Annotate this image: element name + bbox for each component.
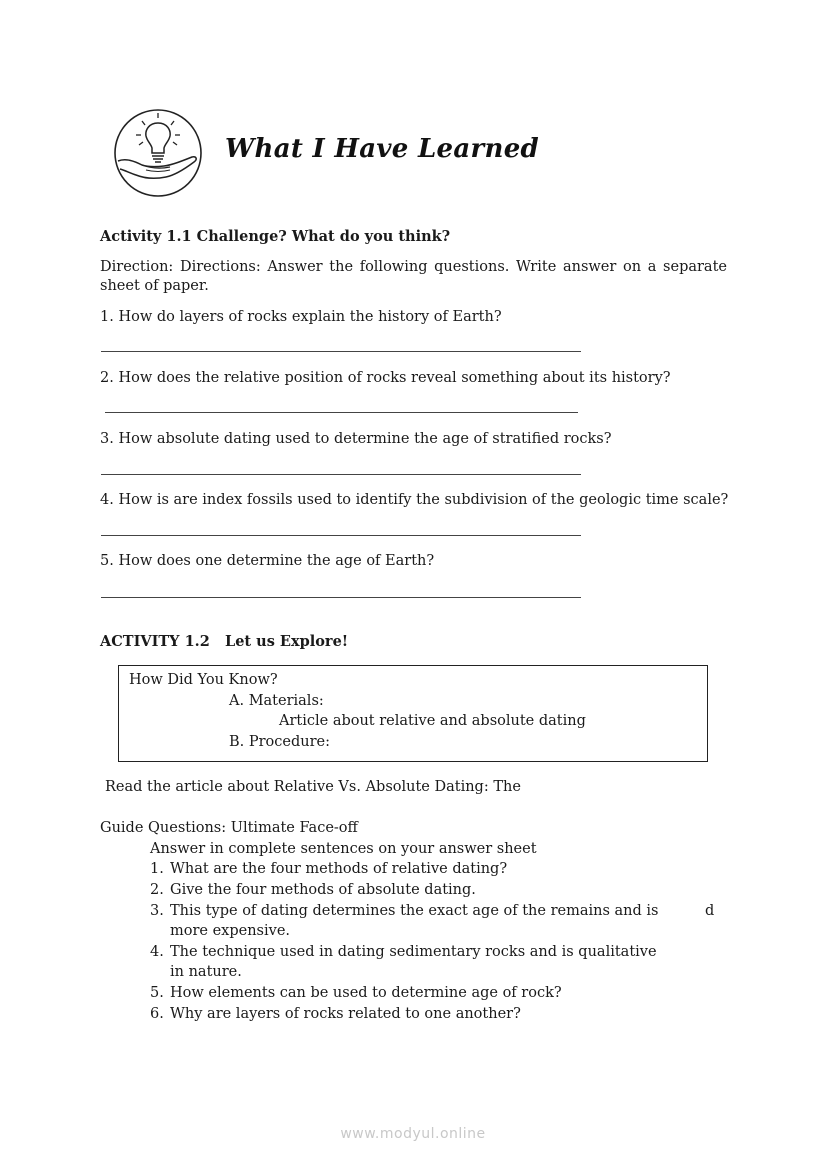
guide-num-5: 5.: [150, 985, 164, 1001]
guide-question-1: What are the four methods of relative dating?: [170, 861, 508, 877]
guide-question-2: Give the four methods of absolute dating.: [170, 882, 476, 898]
guide-instruction: Answer in complete sentences on your answer sheet: [150, 841, 537, 857]
info-box: [118, 665, 708, 762]
guide-num-6: 6.: [150, 1006, 164, 1022]
answer-line-3[interactable]: [101, 474, 581, 475]
box-line-1: How Did You Know?: [129, 672, 278, 688]
box-line-2: A. Materials:: [229, 693, 324, 709]
guide-num-2: 2.: [150, 882, 164, 898]
watermark: www.modyul.online: [340, 1126, 486, 1142]
guide-heading: Guide Questions: Ultimate Face-off: [100, 820, 358, 836]
question-4: 4. How is are index fossils used to identify the subdivision of the geologic time scale?: [100, 492, 729, 508]
guide-num-4: 4.: [150, 944, 164, 960]
guide-question-4-cont: in nature.: [170, 964, 242, 980]
activity-1-heading: Activity 1.1 Challenge? What do you think?: [100, 228, 451, 245]
question-3: 3. How absolute dating used to determine the age of stratified rocks?: [100, 431, 612, 447]
box-line-4: B. Procedure:: [229, 734, 331, 750]
activity-1-direction: Direction: Directions: Answer the following questions. Write answer on a separate sheet of paper.: [100, 259, 727, 294]
guide-question-3-stray: d: [705, 903, 715, 919]
answer-line-1[interactable]: [101, 351, 581, 352]
guide-question-3: This type of dating determines the exact age of the remains and is: [170, 903, 659, 919]
guide-num-3: 3.: [150, 903, 164, 919]
box-line-3: Article about relative and absolute dating: [279, 713, 586, 729]
activity-2-number: ACTIVITY 1.2: [100, 633, 210, 650]
guide-question-3-cont: more expensive.: [170, 923, 291, 939]
lightbulb-hand-icon: [112, 107, 204, 199]
answer-line-4[interactable]: [101, 535, 581, 536]
read-instruction: Read the article about Relative Vs. Absolute Dating: The: [105, 779, 521, 795]
guide-num-1: 1.: [150, 861, 164, 877]
answer-line-2[interactable]: [105, 412, 578, 413]
guide-question-4: The technique used in dating sedimentary rocks and is qualitative: [170, 944, 657, 960]
guide-question-6: Why are layers of rocks related to one another?: [170, 1006, 521, 1022]
answer-line-5[interactable]: [101, 597, 581, 598]
page-title: What I Have Learned: [225, 134, 540, 164]
guide-question-5: How elements can be used to determine age of rock?: [170, 985, 562, 1001]
question-2: 2. How does the relative position of rocks reveal something about its history?: [100, 370, 671, 386]
question-5: 5. How does one determine the age of Earth?: [100, 553, 435, 569]
question-1: 1. How do layers of rocks explain the history of Earth?: [100, 309, 502, 325]
activity-2-title: Let us Explore!: [225, 633, 349, 650]
